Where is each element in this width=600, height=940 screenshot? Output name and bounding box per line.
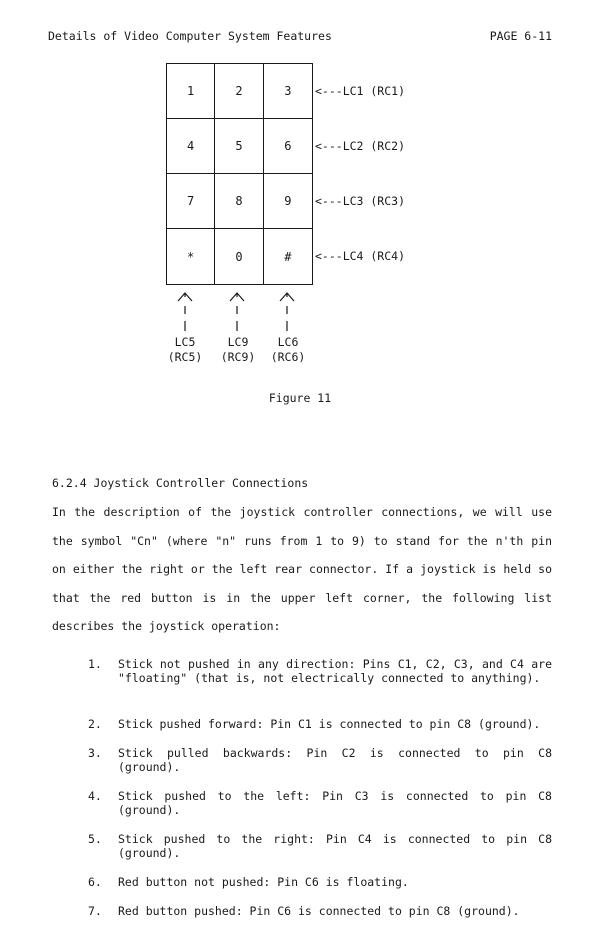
column-label-line: LC9 [227,335,249,349]
keypad-key: 5 [215,119,263,174]
keypad-key: 3 [264,64,312,119]
list-item-number: 7. [88,904,102,918]
keypad-row-label: <---LC4 (RC4) [315,249,406,263]
column-label-line: (RC6) [270,350,306,364]
keypad-row-label: <---LC3 (RC3) [315,194,406,208]
list-item-text: Stick pushed to the left: Pin C3 is connected to pin C8 (ground). [118,789,552,817]
column-label-line: LC5 [174,335,196,349]
list-item-number: 2. [88,717,102,731]
keypad-key: 9 [264,174,312,229]
keypad-key: 1 [167,64,215,119]
running-header-title: Details of Video Computer System Features [48,29,332,43]
keypad-key: 2 [215,64,263,119]
list-item-text: Red button pushed: Pin C6 is connected to pin C8 (ground). [118,904,520,918]
list-item-number: 1. [88,657,102,671]
list-item [88,717,540,731]
keypad-grid [166,63,313,285]
list-item [88,832,552,860]
keypad-key: 6 [264,119,312,174]
list-item [88,789,552,817]
up-arrow-icon [227,291,247,334]
list-item-number: 6. [88,875,102,889]
list-item-number: 5. [88,832,102,846]
list-item-text: Stick pushed forward: Pin C1 is connected to pin C8 (ground). [118,717,541,731]
keypad-key: 7 [167,174,215,229]
list-item-number: 4. [88,789,102,803]
list-item [88,904,520,918]
up-arrow-icon [175,291,195,334]
page-number: PAGE 6-11 [489,29,552,43]
column-label-line: (RC5) [167,350,203,364]
list-item-text: Stick pulled backwards: Pin C2 is connected to pin C8 (ground). [118,746,552,774]
keypad-key: 8 [215,174,263,229]
keypad-key: # [284,249,292,264]
list-item-text: Stick pushed to the right: Pin C4 is connected to pin C8 (ground). [118,832,552,860]
keypad-key: 4 [167,119,215,174]
keypad-row-label: <---LC1 (RC1) [315,84,406,98]
list-item [88,875,409,889]
list-item [88,657,552,685]
section-heading: 6.2.4 Joystick Controller Connections [52,476,309,490]
keypad-column-label [213,335,263,365]
list-item-text: Stick not pushed in any direction: Pins C1, C2, C3, and C4 are "floating" (that is, not electrically connected to anything). [118,657,552,685]
column-label-line: (RC9) [220,350,256,364]
keypad-row-label: <---LC2 (RC2) [315,139,406,153]
keypad-key: * [167,229,215,284]
list-item-text: Red button not pushed: Pin C6 is floating. [118,875,409,889]
figure-caption: Figure 11 [268,391,332,405]
list-item [88,746,552,774]
body-paragraph: In the description of the joystick controller connections, we will use the symbol "Cn" (where "n" runs from 1 to 9) to stand for the n'th pin on either the right or the left rear connector. If a joystick is held so that the red button is in the upper left corner, the following list describes the joystick operation: [52,505,552,633]
keypad-column-label [263,335,313,365]
column-label-line: LC6 [277,335,299,349]
up-arrow-icon [277,291,297,334]
keypad-column-label [160,335,210,365]
keypad-key: 0 [215,229,263,284]
list-item-number: 3. [88,746,102,760]
